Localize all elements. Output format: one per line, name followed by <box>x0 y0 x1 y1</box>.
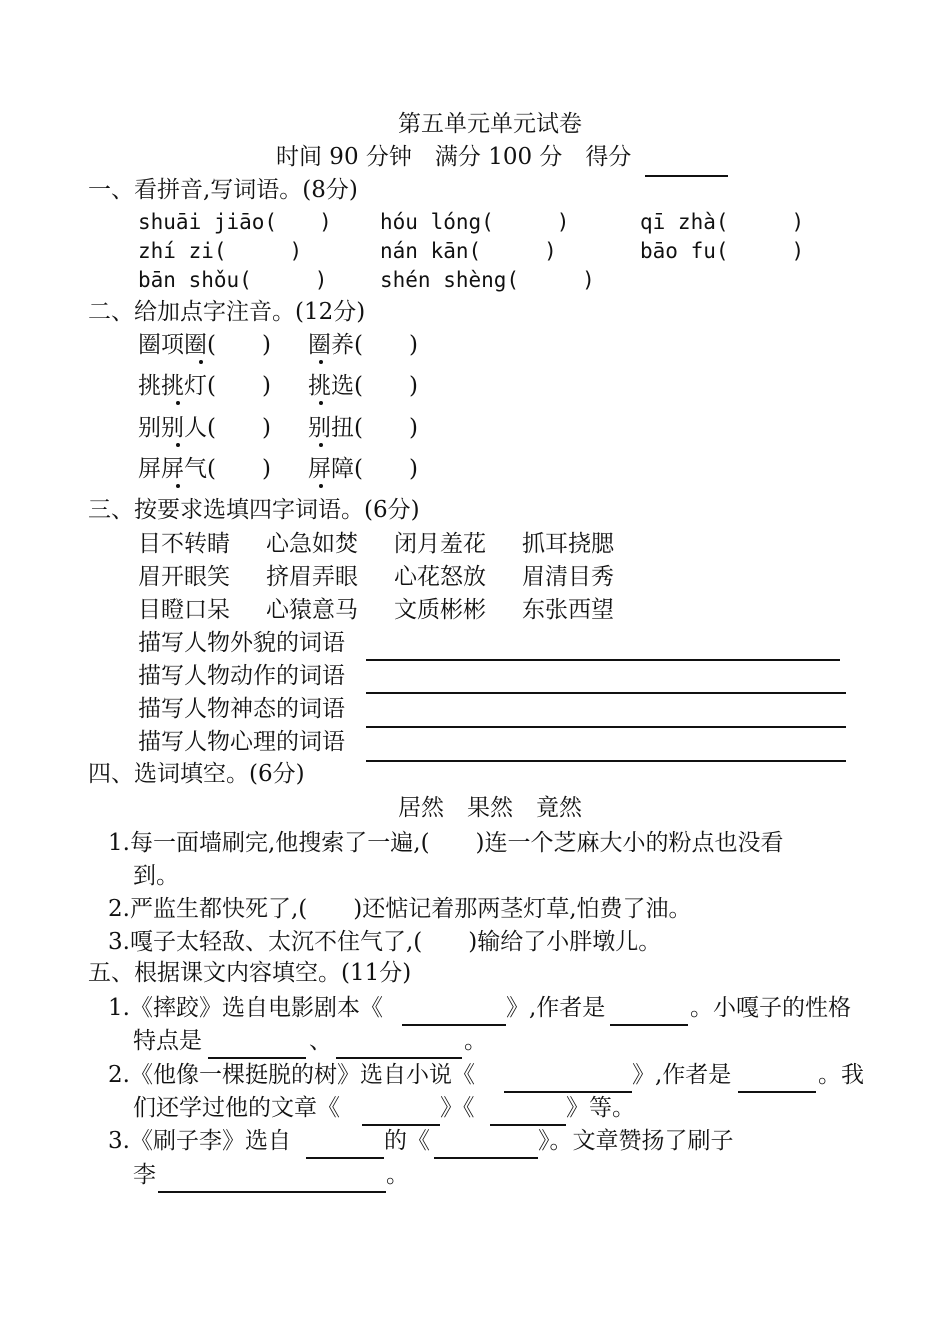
answer-line[interactable] <box>366 760 846 762</box>
answer-blank[interactable] <box>504 1091 632 1093</box>
category-prompt: 描写人物神态的词语 <box>138 696 345 722</box>
question-part: 的《 <box>384 1128 430 1154</box>
score-blank[interactable] <box>645 175 728 177</box>
word-option: 心花怒放 <box>394 564 486 590</box>
annotation-item: 屏障( ) <box>308 456 418 482</box>
answer-blank[interactable] <box>158 1191 386 1193</box>
word-option: 心急如焚 <box>266 531 358 557</box>
question-part: 李 <box>133 1162 156 1188</box>
word-options: 居然 果然 竟然 <box>398 795 582 821</box>
section-1-heading: 一、看拼音,写词语。(8分) <box>88 177 358 203</box>
section-4-heading: 四、选词填空。(6分) <box>88 761 305 787</box>
question-part: 》《 <box>440 1095 475 1121</box>
answer-blank[interactable] <box>306 1157 384 1159</box>
word-option: 文质彬彬 <box>394 597 486 623</box>
answer-line[interactable] <box>366 659 840 661</box>
word-option: 心猿意马 <box>266 597 358 623</box>
exam-meta: 时间 90 分钟 满分 100 分 得分 <box>276 144 632 170</box>
word-option: 闭月羞花 <box>394 531 486 557</box>
pinyin-item: bāo fu( ) <box>640 239 805 263</box>
question-part: 们还学过他的文章《 <box>133 1095 340 1121</box>
section-3-heading: 三、按要求选填四字词语。(6分) <box>88 497 420 523</box>
question-part: 。 <box>386 1162 409 1188</box>
word-option: 眉清目秀 <box>522 564 614 590</box>
word-option: 挤眉弄眼 <box>266 564 358 590</box>
question-continued: 到。 <box>133 863 179 889</box>
question-part: 。小嘎子的性格 <box>690 995 851 1021</box>
answer-line[interactable] <box>366 726 846 728</box>
question-part: 1.《摔跤》选自电影剧本《 <box>108 995 383 1021</box>
category-prompt: 描写人物动作的词语 <box>138 663 345 689</box>
emphasis-dot <box>319 401 323 405</box>
question: 2.严监生都快死了,( )还惦记着那两茎灯草,怕费了油。 <box>108 896 692 922</box>
emphasis-dot <box>319 443 323 447</box>
annotation-item: 别扭( ) <box>308 415 418 441</box>
answer-blank[interactable] <box>434 1157 538 1159</box>
pinyin-item: qī zhà( ) <box>640 210 805 234</box>
section-2-heading: 二、给加点字注音。(12分) <box>88 299 366 325</box>
word-option: 眉开眼笑 <box>138 564 230 590</box>
question-part: 2.《他像一棵挺脱的树》选自小说《 <box>108 1062 475 1088</box>
answer-blank[interactable] <box>402 1024 506 1026</box>
question-part: 。 <box>464 1028 487 1054</box>
answer-line[interactable] <box>366 692 846 694</box>
question-part: 》。文章赞扬了刷子 <box>538 1128 734 1154</box>
question-part: 3.《刷子李》选自 <box>108 1128 291 1154</box>
page-title: 第五单元单元试卷 <box>398 111 582 137</box>
word-option: 目瞪口呆 <box>138 597 230 623</box>
question: 1.每一面墙刷完,他搜索了一遍,( )连一个芝麻大小的粉点也没看 <box>108 830 784 856</box>
annotation-item: 挑挑灯( ) <box>138 373 271 399</box>
pinyin-item: zhí zi( ) <box>138 239 303 263</box>
question-part: 、 <box>309 1028 332 1054</box>
annotation-item: 别别人( ) <box>138 415 271 441</box>
emphasis-dot <box>199 360 203 364</box>
pinyin-item: nán kān( ) <box>380 239 557 263</box>
pinyin-item: bān shǒu( ) <box>138 268 328 292</box>
word-option: 目不转睛 <box>138 531 230 557</box>
question-part: 特点是 <box>133 1028 202 1054</box>
question: 3.嘎子太轻敌、太沉不住气了,( )输给了小胖墩儿。 <box>108 929 662 955</box>
answer-blank[interactable] <box>738 1091 816 1093</box>
question-part: 》,作者是 <box>506 995 606 1021</box>
answer-blank[interactable] <box>610 1024 688 1026</box>
question-part: 》等。 <box>566 1095 635 1121</box>
annotation-item: 屏屏气( ) <box>138 456 271 482</box>
answer-blank[interactable] <box>208 1057 306 1059</box>
emphasis-dot <box>176 484 180 488</box>
emphasis-dot <box>176 401 180 405</box>
category-prompt: 描写人物心理的词语 <box>138 729 345 755</box>
answer-blank[interactable] <box>336 1057 462 1059</box>
emphasis-dot <box>319 484 323 488</box>
category-prompt: 描写人物外貌的词语 <box>138 630 345 656</box>
pinyin-item: shén shèng( ) <box>380 268 595 292</box>
annotation-item: 挑选( ) <box>308 373 418 399</box>
section-5-heading: 五、根据课文内容填空。(11分) <box>88 960 412 986</box>
annotation-item: 圈项圈( ) <box>138 332 271 358</box>
word-option: 抓耳挠腮 <box>522 531 614 557</box>
answer-blank[interactable] <box>490 1124 566 1126</box>
pinyin-item: shuāi jiāo( ) <box>138 210 332 234</box>
question-part: 。我 <box>818 1062 864 1088</box>
word-option: 东张西望 <box>522 597 614 623</box>
annotation-item: 圈养( ) <box>308 332 418 358</box>
pinyin-item: hóu lóng( ) <box>380 210 570 234</box>
answer-blank[interactable] <box>362 1124 440 1126</box>
emphasis-dot <box>319 360 323 364</box>
question-part: 》,作者是 <box>632 1062 732 1088</box>
emphasis-dot <box>176 443 180 447</box>
